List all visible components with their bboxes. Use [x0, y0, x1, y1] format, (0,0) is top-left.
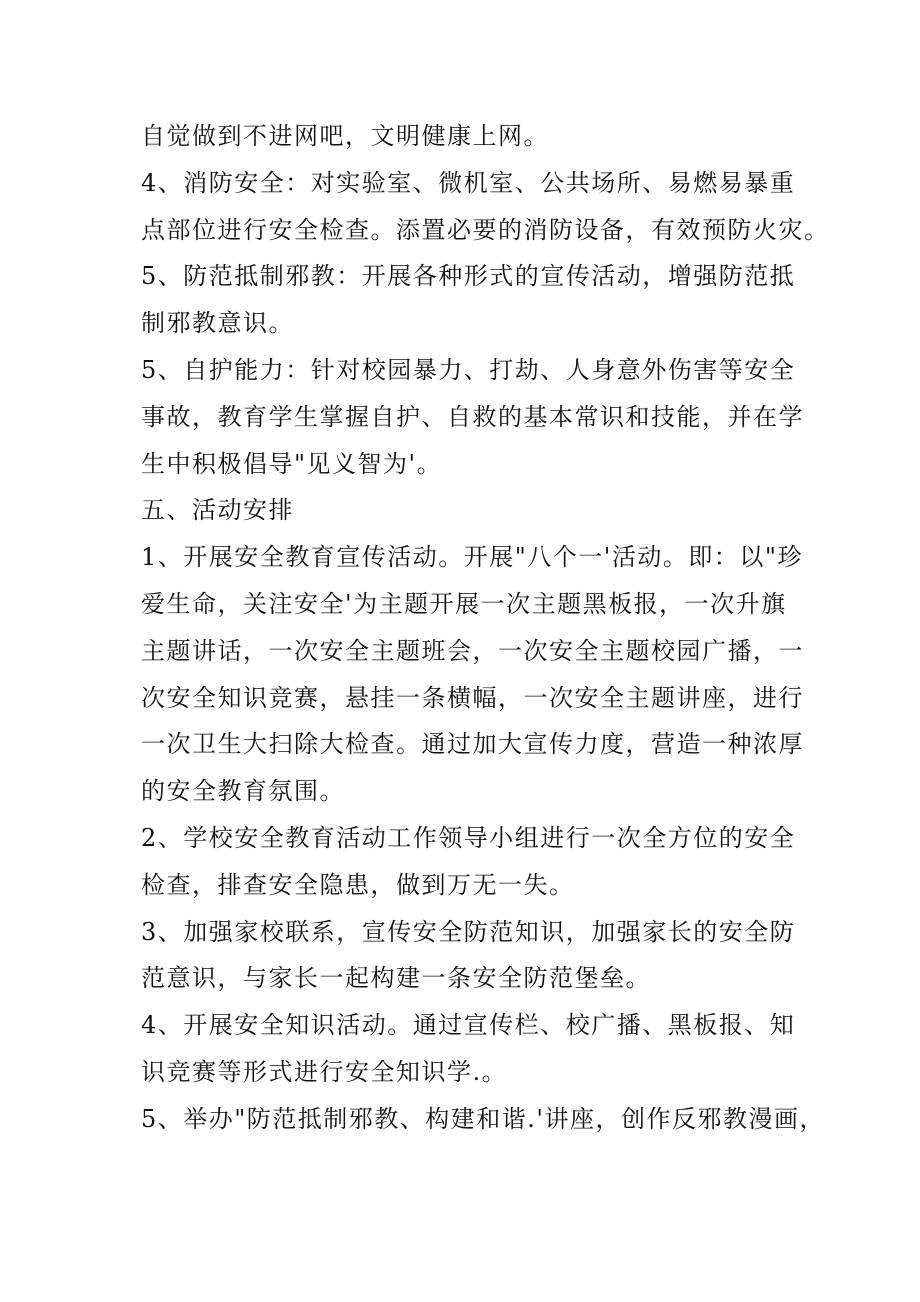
text-line: 事故，教育学生掌握自护、自救的基本常识和技能，并在学 — [141, 402, 804, 431]
text-line: 4、开展安全知识活动。通过宣传栏、校广播、黑板报、知 — [141, 1011, 796, 1040]
text-line: 2、学校安全教育活动工作领导小组进行一次全方位的安全 — [141, 823, 796, 852]
text-line: 一次卫生大扫除大检查。通过加大宣传力度，营造一种浓厚 — [141, 730, 804, 759]
text-line: 5、举办"防范抵制邪教、构建和谐.'讲座，创作反邪教漫画， — [141, 1104, 826, 1133]
text-line: 1、开展安全教育宣传活动。开展"八个一'活动。即：以"珍 — [141, 543, 803, 572]
text-line: 识竞赛等形式进行安全知识学.。 — [141, 1057, 508, 1086]
text-line: 5、防范抵制邪教：开展各种形式的宣传活动，增强防范抵 — [141, 262, 796, 291]
section-heading: 五、活动安排 — [141, 496, 294, 525]
text-line: 次安全知识竞赛，悬挂一条横幅，一次安全主题讲座，进行 — [141, 683, 804, 712]
text-line: 自觉做到不进网吧，文明健康上网。 — [141, 122, 549, 150]
text-line: 制邪教意识。 — [141, 309, 294, 338]
text-line: 范意识，与家长一起构建一条安全防范堡垒。 — [141, 964, 651, 993]
text-line: 4、消防安全：对实验室、微机室、公共场所、易燃易暴重 — [141, 168, 796, 197]
text-line: 3、加强家校联系，宣传安全防范知识，加强家长的安全防 — [141, 917, 796, 946]
text-line: 的安全教育氛围。 — [141, 777, 345, 806]
text-line: 爱生命，关注安全'为主题开展一次主题黑板报，一次升旗 — [141, 589, 787, 618]
text-line: 主题讲话，一次安全主题班会，一次安全主题校园广播，一 — [141, 636, 804, 665]
text-line: 5、自护能力：针对校园暴力、打劫、人身意外伤害等安全 — [141, 355, 796, 384]
text-line: 点部位进行安全检查。添置必要的消防设备，有效预防火灾。 — [141, 215, 830, 244]
document-body — [141, 113, 830, 1143]
text-line: 检查，排查安全隐患，做到万无一失。 — [141, 870, 575, 899]
text-line: 生中积极倡导"见义智为'。 — [141, 449, 443, 478]
